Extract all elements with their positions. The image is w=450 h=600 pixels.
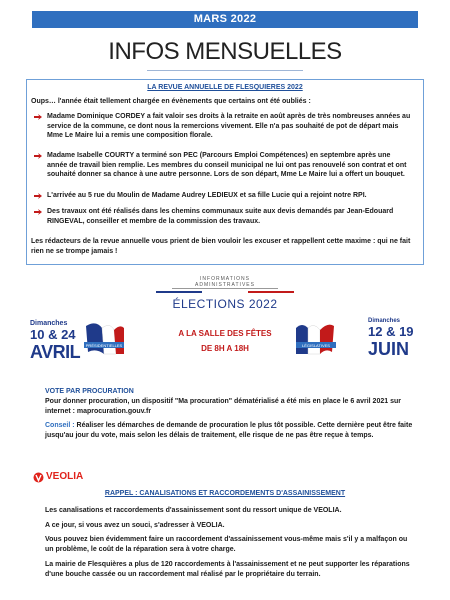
legislative-dates [368, 318, 414, 360]
legislative-day: Dimanches [368, 318, 401, 324]
rappel-heading: RAPPEL : CANALISATIONS ET RACCORDEMENTS D'ASSAINISSEMENT [104, 490, 346, 497]
revue-intro: Oups… l'année était tellement chargée en évènements que certains ont été oubliés : [31, 98, 311, 105]
rappel-paragraph: Vous pouvez bien évidemment faire un raccordement d'assainissement vous-même mais s'il y a malfaçon ou un problème, le coût de la réparation sera à votre charge. [45, 536, 408, 553]
pointing-hand-icon [34, 208, 42, 216]
venue-info [160, 326, 290, 356]
revue-closing: Les rédacteurs de la revue annuelle vous prient de bien vouloir les excuser et rappellent cette maxime : qui ne fait rien ne se trompe jamais ! [31, 238, 411, 255]
revue-item [47, 191, 411, 201]
title-divider [147, 70, 303, 71]
flag-stripe-icon [156, 291, 294, 293]
revue-section [26, 79, 424, 265]
conseil-text [45, 421, 413, 440]
venue-text: A LA SALLE DES FÊTES [178, 329, 272, 338]
rappel-paragraph: La mairie de Flesquières a plus de 120 raccordements à l'assainissement et ne peut supporter les réparations d'une bouche cassée ou un raccordement mal réalisé par le propriétaire du terrain. [45, 561, 410, 578]
month-banner: MARS 2022 [32, 11, 418, 28]
presidential-dates [30, 320, 80, 363]
revue-item-text: L'arrivée au 5 rue du Moulin de Madame Audrey LEDIEUX et sa fille Lucie qui a rejoint notre RPI. [47, 192, 367, 199]
presidential-banner: PRÉSIDENTIELLES [85, 342, 123, 348]
presidential-numbers: 10 & 24 [30, 327, 76, 342]
flag-banner-icon [294, 318, 338, 358]
revue-item [47, 112, 411, 141]
vote-text: Pour donner procuration, un dispositif "Ma procuration" dématérialisé a été mis en place le 6 avril 2021 sur internet : maprocuration.gouv.fr [45, 398, 401, 415]
revue-item-text: Des travaux ont été réalisés dans les chemins communaux suite aux devis demandés par Jean-Edouard RINGEVAL, conseiller et membre de la commission des travaux. [47, 208, 394, 225]
venue-hours: DE 8H A 18H [201, 344, 249, 353]
vote-heading: VOTE PAR PROCURATION [45, 388, 134, 395]
rappel-paragraph: Les canalisations et raccordements d'assainissement sont du ressort unique de VEOLIA. [45, 507, 342, 514]
page-title: INFOS MENSUELLES [108, 38, 342, 65]
revue-heading: LA REVUE ANNUELLE DE FLESQUIERES 2022 [147, 84, 303, 91]
pointing-hand-icon [34, 192, 42, 200]
veolia-logo-text: VEOLIA [46, 471, 84, 482]
legislative-numbers: 12 & 19 [368, 324, 414, 339]
conseil-body: Réaliser les démarches de demande de procuration le plus tôt possible. Cette dernière peut être faite jusqu'au jour du vote, mais selon les délais de traitement, elle risque de ne pas être reçue à temps. [45, 422, 413, 439]
flag-banner-icon [82, 318, 126, 358]
revue-item [47, 207, 411, 226]
legislative-banner: LÉGISLATIVES [302, 342, 330, 348]
elections-kicker: INFORMATIONS ADMINISTRATIVES [172, 276, 278, 289]
revue-item-text: Madame Dominique CORDEY a fait valoir ses droits à la retraite en août après de très nombreuses années au service de la commune, ce dont nous la remercions vivement. Elle n'a pas souhaité de pot de départ mais Mme Le Maire lui a remis une composition florale. [47, 113, 411, 140]
conseil-label: Conseil : [45, 422, 75, 429]
rappel-paragraph: A ce jour, si vous avez un souci, s'adresser à VEOLIA. [45, 522, 225, 529]
pointing-hand-icon [34, 113, 42, 121]
presidential-day: Dimanches [30, 320, 68, 327]
revue-item-text: Madame Isabelle COURTY a terminé son PEC (Parcours Emploi Compétences) en septembre après une année de travail bien remplie. Les membres du conseil municipal ne lui ont pas renouvelé son contrat et ont souhaité donner sa chance à une autre personne. Lors de son départ, Mme Le Maire lui a offert un bouquet. [47, 152, 407, 179]
legislative-month: JUIN [368, 339, 410, 359]
veolia-logo [33, 471, 93, 485]
presidential-month: AVRIL [30, 342, 81, 362]
veolia-logo-icon [33, 472, 44, 483]
elections-title: ÉLECTIONS 2022 [172, 297, 278, 311]
revue-item [47, 151, 411, 180]
pointing-hand-icon [34, 152, 42, 160]
